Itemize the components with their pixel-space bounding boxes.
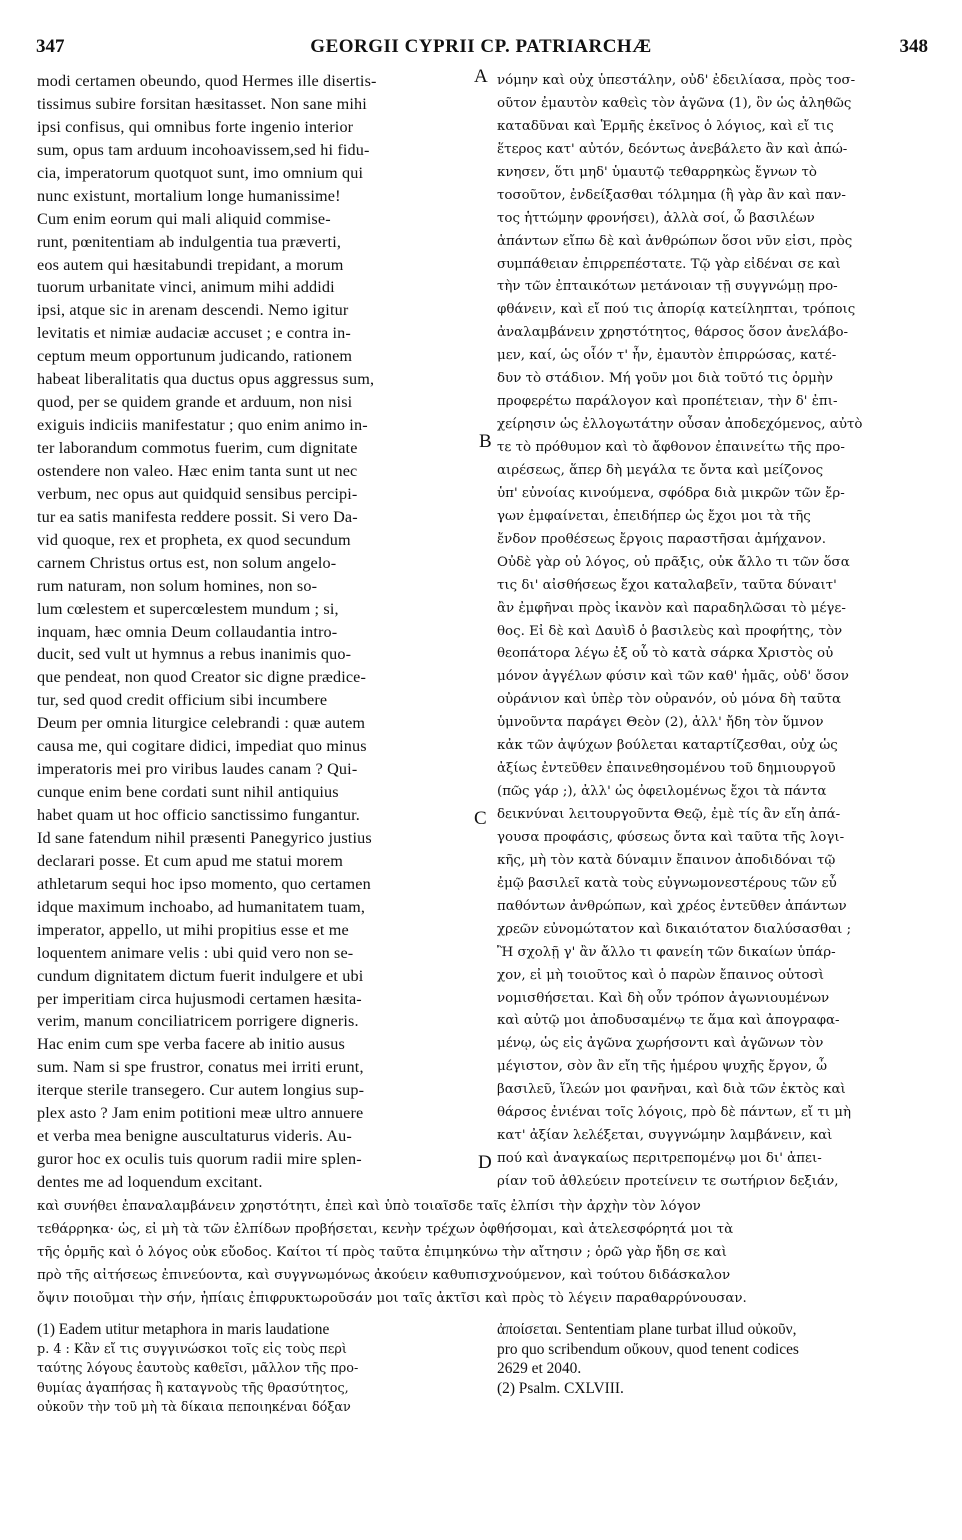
greek-text-line: μόνον ἀγγέλων φύσιν καὶ τῶν καθ' ἡμᾶς, οὐδ' ὅσον (497, 669, 849, 685)
greek-text-line: (πῶς γάρ ;), ἀλλ' ὡς ὀφειλομένως ἔχοι τὰ πάντα (497, 784, 827, 800)
greek-text-line: νομισθήσεται. Καὶ δὴ οὖν τρόπον ἀγωνιουμένων (497, 990, 830, 1006)
footnotes-right (497, 1320, 930, 1398)
latin-text-line: verbum, nec opus aut quidquid sensibus percipi- (37, 484, 358, 503)
greek-column (497, 70, 929, 1194)
footnote-line: 2629 et 2040. (497, 1360, 582, 1378)
latin-text-line: Cum enim eorum qui mali aliquid commise- (37, 209, 331, 228)
latin-text-line: sum. Nam si spe frustror, conatus mei irriti erunt, (37, 1058, 364, 1077)
greek-text-line: ἀναλαμβάνειν χρηστότητος, θάρσος ὅσον ἀνελάβο- (497, 325, 849, 341)
latin-text-line: verim, manum conciliatricem porrigere digneris. (37, 1012, 359, 1031)
latin-text-line: rum naturam, non solum homines, non so- (37, 576, 318, 595)
latin-text-line: per imperitiam circa hujusmodi certamen hæsita- (37, 989, 362, 1008)
greek-text-line: Ἢ σχολῇ γ' ἂν ἄλλο τι φανείη τῶν δικαίων ὑπάρ- (497, 944, 836, 960)
footnote-line: θυμίας ἀγαπήσας ἢ καταγνοὺς τῆς θρασύτητος, (37, 1380, 349, 1396)
latin-text-line: athletarum sequi hoc ipso momento, quo certamen (37, 874, 371, 893)
greek-text-line: συμπάθειαν ἐπιρρεπέστατε. Τῷ γὰρ εἰδέναι σε καὶ (497, 256, 841, 272)
greek-text-line: ἀξίως ἐντεῦθεν ἐπαινεθησομένου τοῦ δημιουργοῦ (497, 761, 836, 777)
greek-text-line: ἐμῷ βασιλεῖ κατὰ τοὺς εὐγνωμονεστέρους τῶν εὖ (497, 875, 837, 891)
latin-text-line: nunc existunt, mortalium longe humanissime! (37, 186, 341, 205)
greek-text-line: οὐράνιον καὶ ὑπὲρ τὸν οὐρανόν, οὐ μόνα δὴ ταῦτα (497, 692, 842, 708)
latin-text-line: tissimus subire forsitan hæsitasset. Non sane mihi (37, 94, 367, 113)
greek-text-line: αιρέσεως, ἅπερ δὴ μεγάλα τε ὄντα καὶ μείζονος (497, 462, 824, 478)
greek-full-width-line: τεθάρρηκα· ὡς, εἰ μὴ τὰ τῶν ἐλπίδων προβήσεται, κενὴν τρέχων ὀφθήσομαι, καὶ ἀτελεσφόρητά μοι τὰ (37, 1221, 734, 1237)
latin-text-line: Hac enim cum spe verba facere ab initio ausus (37, 1035, 345, 1054)
latin-text-line: ipsi, atque sic in arenam descendi. Nemo igitur (37, 301, 349, 320)
latin-text-line: ducit, sed vult ut hymnus a rebus inanimis quo- (37, 645, 352, 664)
greek-text-line: ρίαν τοῦ ἀθλεύειν προτείνειν τε σωτήριον δεξιάν, (497, 1174, 839, 1189)
latin-text-line: imperatoris mei pro viribus laudes canam ? Qui- (37, 760, 358, 779)
latin-text-line: dentes me ad loquendum excitant. (37, 1173, 263, 1191)
greek-text-line: Οὐδὲ γὰρ οὐ λόγος, οὐ πρᾶξις, οὐκ ἄλλο τι τῶν ὅσα (497, 554, 850, 570)
running-header (30, 36, 932, 60)
section-marker-c: C (474, 808, 487, 829)
greek-text-line: πού καὶ ἀναγκαίως περιτρεπομένῳ μοι δι' ἀπει- (497, 1151, 822, 1167)
greek-text-line: χρεῶν εὐνομώτατον καὶ δικαιότατον διαλύσασθαι ; (497, 921, 852, 937)
footnote-line: (1) Eadem utitur metaphora in maris laudatione (37, 1321, 330, 1338)
latin-text-line: lum cœlestem et supercœlestem mundum ; si, (37, 599, 339, 618)
latin-text-line: causa me, qui cogitare didici, impediat quo minus (37, 737, 367, 756)
running-title: GEORGII CYPRII CP. PATRIARCHÆ (310, 36, 652, 57)
greek-text-line: κἀκ τῶν ἀψύχων βούλεται καταρτίζεσθαι, οὐχ ὡς (497, 738, 838, 754)
section-marker-a: A (474, 66, 488, 87)
greek-text-line: κῆς, μὴ τὸν κατὰ δύναμιν ἔπαινον ἀποδιδόναι τῷ (497, 852, 836, 868)
latin-text-line: sum, opus tam arduum incohoavissem,sed hi fidu- (37, 140, 370, 159)
greek-text-line: τὴν τῶν ἐπταικότων μετάνοιαν τῇ συγγνώμῃ προ- (497, 279, 838, 295)
greek-text-line: τοσοῦτον, ἐνδείξασθαι τόλμημα (ἢ γὰρ ἂν καὶ παν- (497, 187, 846, 203)
latin-text-line: ceptum meum opportunum judicando, rationem (37, 347, 353, 366)
latin-text-line: runt, pœnitentiam ab indulgentia tua præverti, (37, 232, 342, 251)
greek-text-line: οῦτον ἐμαυτὸν καθεὶς τὸν ἀγῶνα (1), ὃν ὡς ἀληθῶς (497, 95, 852, 111)
latin-text-line: ter laborandum commotus fuerim, cum dignitate (37, 439, 358, 457)
greek-full-width-line: τῆς ὁρμῆς καὶ ὁ λόγος οὐκ εὔοδος. Καίτοι τί πρὸς ταῦτα ἐπιμηκύνω τὴν αἴτησιν ; ὁρῶ γὰρ ἤδη σε καὶ (37, 1244, 727, 1260)
latin-text-line: inquam, hæc omnia Deum collaudantia intro- (37, 622, 338, 641)
latin-text-line: ostendere non valeo. Hæc enim tanta sunt ut nec (37, 461, 358, 480)
greek-full-width-paragraph (37, 1196, 930, 1311)
greek-text-line: ἔνδον προθέσεως ἔργοις παραστῆσαι ἀμήχανον. (497, 531, 827, 547)
greek-text-line: τε τὸ πρόθυμον καὶ τὸ ἄφθονον ἐπαινείτω τῆς προ- (497, 440, 845, 455)
latin-text-line: tur ea satis manifesta reddere possit. Si vero Da- (37, 507, 358, 526)
greek-text-line: γων ἐμφαίνεται, ἐπειδήπερ ὡς ἔχοι μοι τὰ τῆς (497, 508, 811, 524)
greek-text-line: παθόντων ἀνθρώπων, καὶ χρέος ἐντεῦθεν ἁπάντων (497, 898, 847, 914)
greek-text-line: δυν τὸ στάδιον. Μή γοῦν μοι διὰ τοῦτό τις ὁρμὴν (497, 371, 833, 387)
section-marker-b: B (479, 431, 492, 452)
greek-text-line: ὑμνοῦντα παράγει Θεὸν (2), ἀλλ' ἤδη τὸν ὕμνον (497, 715, 824, 731)
latin-text-line: carnem Christus ortus est, non solum angelo- (37, 553, 337, 572)
greek-text-line: νόμην καὶ οὐχ ὑπεστάλην, οὐδ' ἐδειλίασα, πρὸς τοσ- (497, 73, 856, 88)
greek-text-line: χον, εἰ μὴ τοιοῦτος καὶ ὁ παρὼν ἔπαινος οὑτοσὶ (497, 967, 824, 983)
greek-full-width-line: ὄψιν ποιοῦμαι τὴν σήν, ἠπίαις ἐπιφρυκτωροῦσάν μοι ταῖς ἀκτῖσι καὶ πρὸς τὸ λέγειν παραθαρρύνουσαν. (37, 1290, 747, 1306)
footnote-line: οὐκοῦν τὴν τοῦ μὴ τὰ δίκαια πεποιηκέναι δόξαν (37, 1400, 351, 1416)
greek-text-line: γουσα προφάσις, φύσεως ὄντα καὶ ταῦτα τῆς λογι- (497, 829, 845, 845)
latin-text-line: Id sane fatendum nihil præsenti Panegyrico justius (37, 828, 372, 847)
latin-text-line: exiguis indiciis manifestatur ; quo enim animo in- (37, 416, 368, 435)
greek-text-line: δεικνύναι λειτουργοῦντα Θεῷ, ἐμὲ τίς ἂν εἴη ἀπά- (497, 807, 841, 822)
latin-text-line: guror hoc ex oculis tuis quorum radii mire splen- (37, 1150, 362, 1169)
latin-text-line: vid quoque, rex et propheta, ex quod secundum (37, 530, 351, 549)
footnote-line: ταύτης λόγους ἑαυτοὺς καθεῖσι, μᾶλλον τῆς προ- (37, 1361, 359, 1377)
footnote-line: pro quo scribendum οὔκουν, quod tenent codices (497, 1340, 799, 1358)
greek-text-line: ἕτερος κατ' αὐτόν, δεόντως ἀνεβάλετο ἂν καὶ ἀπώ- (497, 141, 848, 157)
greek-text-line: καὶ αὐτῷ μοι ἀποδυσαμένῳ τε ἅμα καὶ ἀπογραφα- (497, 1013, 840, 1029)
greek-text-line: χείρησιν ὡς ἐλλογωτάτην οὖσαν ἀποδεχόμενος, αὐτὸ (497, 417, 863, 433)
greek-text-line: βασιλεῦ, ἵλεών μοι φανῆναι, καὶ διὰ τῶν ἐκτὸς καὶ (497, 1082, 846, 1098)
greek-text-line: τος ἡττώμην φρονήσει), ἀλλὰ σοί, ὦ βασιλέων (497, 210, 815, 226)
greek-text-line: καταδῦναι καὶ Ἑρμῆς ἐκεῖνος ὁ λόγιος, καὶ εἴ τις (497, 118, 834, 134)
latin-text-line: et verba mea benigne auscultaturus videris. Au- (37, 1127, 352, 1146)
latin-text-line: habet quam ut hoc officio sanctissimo fungantur. (37, 806, 360, 824)
latin-text-line: que pendeat, non quod Creator sic digne prædice- (37, 668, 367, 687)
latin-text-line: tur, sed quod credit officium sibi incumbere (37, 691, 328, 710)
greek-text-line: μέγιστον, σὸν ἂν εἴη τῆς ἡμέρου ψυχῆς ἔργον, ὦ (497, 1059, 828, 1075)
greek-text-line: θος. Εἰ δὲ καὶ Δαυὶδ ὁ βασιλεὺς καὶ προφήτης, τὸν (497, 623, 843, 639)
greek-text-line: τις δι' αἰσθήσεως ἔχοι καταλαβεῖν, ταῦτα δύναιτ' (497, 577, 837, 593)
latin-text-line: modi certamen obeundo, quod Hermes ille disertis- (37, 72, 377, 90)
latin-text-line: tuorum urbanitate vinci, animum mihi addidi (37, 278, 335, 297)
latin-text-line: idque maximum inchoabo, ad humanitatem tuam, (37, 897, 366, 916)
latin-text-line: habeat liberalitatis qua ductus opus aggressus sum, (37, 370, 375, 389)
greek-text-line: προφερέτω παράλογον καὶ προπέτειαν, τὴν δ' ἐπι- (497, 394, 838, 410)
latin-text-line: declarari posse. Et cum apud me statui morem (37, 851, 343, 870)
greek-text-line: κνησεν, ὅτι μηδ' ὑμαυτῷ τεθαρρηκὼς ἔγνων τὸ (497, 164, 817, 180)
footnote-line: p. 4 : Κἂν εἴ τις συγγινώσκοι τοῖς εἰς τοὺς περὶ (37, 1341, 347, 1357)
greek-text-line: ἁπάντων εἴπω δὲ καὶ ἀνθρώπων ὅσοι νῦν εἰσι, πρὸς (497, 233, 853, 249)
latin-text-line: imperator, appello, ut mihi propitius esse et me (37, 920, 349, 939)
greek-text-line: ἂν ἐμφῆναι πρὸς ἱκανὸν καὶ παραδηλῶσαι τὸ μέγε- (497, 600, 846, 616)
greek-text-line: μένῳ, ὡς εἰς ἀγῶνα χωρήσοντι καὶ ἀγῶνων τὸν (497, 1036, 824, 1052)
latin-text-line: levitatis et nimiæ audaciæ accuset ; e contra in- (37, 324, 351, 343)
greek-full-width-line: πρὸ τῆς αἰτήσεως ἐπινεύοντα, καὶ συγγνωμόνως ἀκούειν καθυπισχνούμενον, καὶ τούτου διδάσκαλον (37, 1267, 731, 1283)
footnote-line: (2) Psalm. CXLVIII. (497, 1379, 624, 1397)
latin-text-line: Deum per omnia liturgice celebrandi : quæ autem (37, 714, 366, 733)
greek-full-width-line: καὶ συνήθει ἐπαναλαμβάνειν χρηστότητι, ἐπεὶ καὶ ὑπὸ τοιαῖσδε ταῖς ἐλπίσι τὴν ἀρχὴν τὸν λόγον (37, 1199, 701, 1214)
greek-text-line: μεν, καί, ὡς οἷόν τ' ἦν, ἐμαυτὸν ἐπιρρώσας, κατέ- (497, 348, 837, 364)
latin-text-line: cia, imperatorum quotquot sunt, imo omnium qui (37, 163, 364, 182)
section-marker-d: D (478, 1152, 492, 1173)
latin-text-line: iterque sterile transegero. Cur autem longius sup- (37, 1081, 365, 1100)
latin-text-line: plex asto ? Jam enim potitioni meæ ultro annuere (37, 1104, 364, 1123)
latin-text-line: ipsi confisus, qui omnibus forte ingenio interior (37, 117, 354, 136)
footnote-line: ἀποίσεται. Sententiam plane turbat illud οὐκοῦν, (497, 1321, 797, 1338)
right-page-number: 348 (899, 36, 928, 57)
greek-text-line: θεοπάτορα λέγω ἐξ οὗ τὸ κατὰ σάρκα Χριστὸς οὐ (497, 646, 834, 662)
left-page-number: 347 (36, 36, 65, 57)
greek-text-line: θάρσος ἐνιέναι τοῖς λόγοις, πρὸ δὲ πάντων, εἴ τι μὴ (497, 1105, 852, 1121)
footnotes-left (37, 1320, 477, 1418)
greek-text-line: φθάνειν, καὶ εἴ πού τις ἀπορίᾳ κατείληπται, τρόποις (497, 302, 856, 318)
latin-text-line: cunque enim bene cordati sunt nihil antiquius (37, 783, 339, 802)
greek-text-line: ὑπ' εὐνοίας κινούμενα, σφόδρα διὰ μικρῶν τῶν ἔρ- (497, 485, 845, 501)
greek-text-line: κατ' ἀξίαν λελέξεται, συγγνώμην λαμβάνειν, καὶ (497, 1128, 833, 1144)
latin-text-line: quod, per se quidem grande et arduum, non nisi (37, 393, 353, 412)
latin-text-line: eos autem qui hæsitabundi trepidant, a morum (37, 255, 344, 274)
latin-text-line: loquentem animare velis : ubi quid vero non se- (37, 943, 354, 962)
latin-text-line: cundum dignitatem dictum fuerit indulgere et ubi (37, 966, 364, 985)
latin-column (37, 70, 473, 1194)
